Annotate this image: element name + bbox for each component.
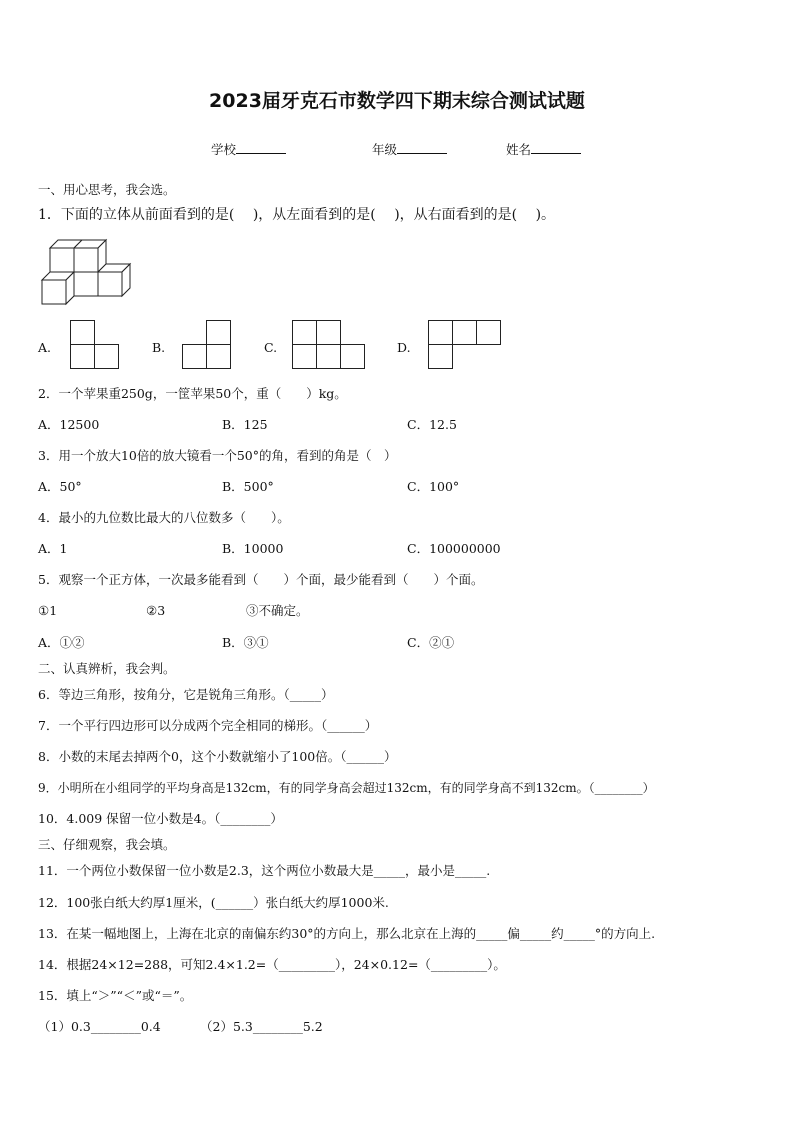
question-8: 8．小数的末尾去掉两个0，这个小数就缩小了100倍。（______）	[38, 749, 397, 764]
grade-field	[372, 141, 447, 158]
q2-option-b[interactable]: B．125	[222, 417, 268, 432]
question-4: 4．最小的九位数比最大的八位数多（ ）。	[38, 510, 290, 525]
question-2: 2．一个苹果重250g，一筐苹果50个，重（ ）kg。	[38, 386, 347, 401]
question-7: 7．一个平行四边形可以分成两个完全相同的梯形。（______）	[38, 718, 378, 733]
name-field	[506, 141, 581, 158]
q1-option-a-figure	[70, 320, 120, 372]
question-14: 14．根据24×12=288，可知2.4×1.2=（_________），24×0.12=（_________）。	[38, 957, 506, 972]
q5-choice-1: ①1	[38, 603, 58, 618]
question-3: 3．用一个放大10倍的放大镜看一个50°的角，看到的角是（ ）	[38, 448, 397, 463]
q2-option-c[interactable]: C．12.5	[407, 417, 457, 432]
q1-option-d-figure	[428, 320, 502, 372]
q15-part-1: （1）0.3________0.4	[38, 1019, 161, 1034]
grade-label: 年级	[372, 142, 398, 157]
q5-choice-2: ②3	[146, 603, 166, 618]
question-5: 5．观察一个正方体，一次最多能看到（ ）个面，最少能看到（ ）个面。	[38, 572, 484, 587]
q3-option-a[interactable]: A．50°	[38, 479, 82, 494]
section-2-heading: 二、认真辨析，我会判。	[38, 661, 176, 676]
q3-option-b[interactable]: B．500°	[222, 479, 274, 494]
grade-blank[interactable]	[397, 141, 447, 154]
q3-option-c[interactable]: C．100°	[407, 479, 460, 494]
question-1: 1．下面的立体从前面看到的是( )，从左面看到的是( )，从右面看到的是( )。	[38, 207, 556, 223]
q4-option-c[interactable]: C．100000000	[407, 541, 501, 556]
page-title: 2023届牙克石市数学四下期末综合测试试题	[209, 90, 585, 112]
q5-option-a[interactable]: A．①②	[38, 635, 85, 650]
question-12: 12．100张白纸大约厚1厘米，(______）张白纸大约厚1000米.	[38, 895, 389, 910]
q5-choice-3: ③不确定。	[246, 603, 309, 618]
q1-option-d-label[interactable]: D.	[397, 340, 411, 355]
question-10: 10．4.009 保留一位小数是4。（________）	[38, 811, 283, 826]
q1-option-a-label[interactable]: A.	[38, 340, 52, 355]
question-9: 9．小明所在小组同学的平均身高是132cm，有的同学身高会超过132cm，有的同学身高不到132cm。（________）	[38, 781, 655, 795]
q1-option-c-label[interactable]: C.	[264, 340, 278, 355]
name-blank[interactable]	[531, 141, 581, 154]
section-3-heading: 三、仔细观察，我会填。	[38, 837, 176, 852]
school-blank[interactable]	[236, 141, 286, 154]
question-11: 11．一个两位小数保留一位小数是2.3，这个两位小数最大是_____，最小是_____.	[38, 863, 491, 878]
section-1-heading: 一、用心思考，我会选。	[38, 182, 176, 197]
cube-stack-figure	[40, 236, 135, 308]
school-field	[211, 141, 286, 158]
q15-part-2: （2）5.3________5.2	[200, 1019, 323, 1034]
q5-option-b[interactable]: B．③①	[222, 635, 269, 650]
q1-option-c-figure	[292, 320, 366, 372]
q4-option-a[interactable]: A．1	[38, 541, 68, 556]
question-15: 15．填上“＞”“＜”或“＝”。	[38, 988, 193, 1003]
question-6: 6．等边三角形，按角分，它是锐角三角形。（_____）	[38, 687, 334, 702]
q1-option-b-figure	[182, 320, 232, 372]
q1-option-b-label[interactable]: B.	[152, 340, 166, 355]
q2-option-a[interactable]: A．12500	[38, 417, 100, 432]
question-13: 13．在某一幅地图上，上海在北京的南偏东约30°的方向上，那么北京在上海的_____偏_____约_____°的方向上.	[38, 926, 656, 941]
school-label: 学校	[211, 142, 237, 157]
q5-option-c[interactable]: C．②①	[407, 635, 455, 650]
name-label: 姓名	[506, 142, 532, 157]
q4-option-b[interactable]: B．10000	[222, 541, 284, 556]
